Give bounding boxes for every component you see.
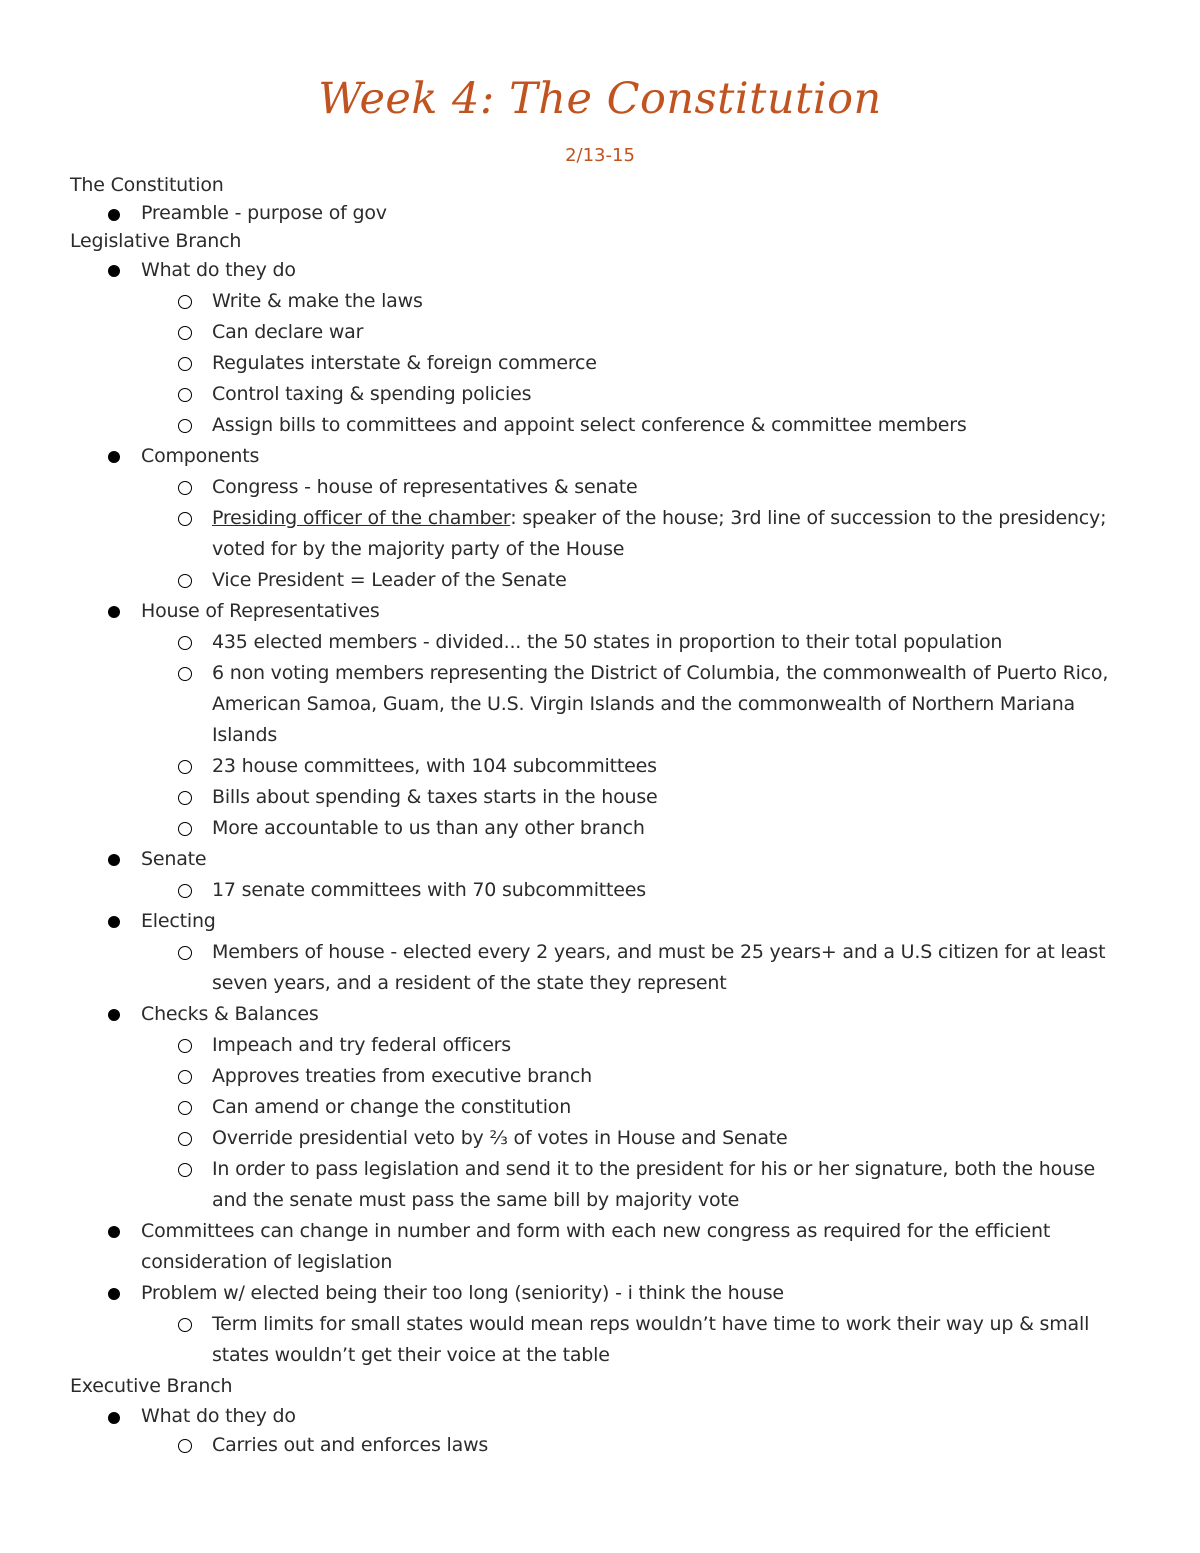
sub-bullet-item: Members of house - elected every 2 years, and must be 25 years+ and a U.S citizen for at least seven years, and a resident of the state they represent — [0, 937, 1200, 999]
bullet-item: Problem w/ elected being their too long (seniority) - i think the house — [0, 1278, 1200, 1309]
sub-bullet-item: Bills about spending & taxes starts in the house — [0, 782, 1200, 813]
page-date: 2/13-15 — [565, 145, 635, 166]
bullet-item: What do they do — [0, 255, 1200, 286]
sub-bullet-item: Congress - house of representatives & senate — [0, 472, 1200, 503]
bullet-item: What do they do — [0, 1402, 1200, 1430]
sub-bullet-item: Term limits for small states would mean reps wouldn’t have time to work their way up & small states wouldn’t get their voice at the table — [0, 1309, 1200, 1371]
sub-bullet-item: More accountable to us than any other branch — [0, 813, 1200, 844]
underlined-term: Presiding officer of the chamber — [212, 507, 511, 529]
sub-bullet-item: Override presidential veto by ⅔ of votes in House and Senate — [0, 1123, 1200, 1154]
section-heading: The Constitution — [70, 174, 224, 196]
page-title: Week 4: The Constitution — [318, 74, 882, 124]
bullet-item: Preamble - purpose of gov — [0, 199, 1200, 227]
bullet-item: Senate — [0, 844, 1200, 875]
sub-bullet-item: 23 house committees, with 104 subcommittees — [0, 751, 1200, 782]
notes-body — [0, 171, 1200, 1461]
sub-bullet-item: 435 elected members - divided... the 50 states in proportion to their total population — [0, 627, 1200, 658]
bullet-item: Electing — [0, 906, 1200, 937]
sub-bullet-item: Impeach and try federal officers — [0, 1030, 1200, 1061]
sub-bullet-item: Carries out and enforces laws — [0, 1430, 1200, 1461]
sub-bullet-item: 6 non voting members representing the District of Columbia, the commonwealth of Puerto Rico, American Samoa, Guam, the U.S. Virgin Islands and the commonwealth of Northern Mariana Islands — [0, 658, 1200, 751]
sub-bullet-item: Write & make the laws — [0, 286, 1200, 317]
sub-bullet-item: Approves treaties from executive branch — [0, 1061, 1200, 1092]
sub-bullet-item: Assign bills to committees and appoint select conference & committee members — [0, 410, 1200, 441]
bullet-item: Components — [0, 441, 1200, 472]
sub-bullet-item: Control taxing & spending policies — [0, 379, 1200, 410]
sub-bullet-item: Regulates interstate & foreign commerce — [0, 348, 1200, 379]
sub-bullet-item: Presiding officer of the chamber: speaker of the house; 3rd line of succession to the presidency; voted for by the majority party of the House — [0, 503, 1200, 565]
sub-bullet-item: Vice President = Leader of the Senate — [0, 565, 1200, 596]
bullet-item: House of Representatives — [0, 596, 1200, 627]
sub-bullet-item: Can declare war — [0, 317, 1200, 348]
sub-bullet-item: Can amend or change the constitution — [0, 1092, 1200, 1123]
sub-bullet-item: 17 senate committees with 70 subcommittees — [0, 875, 1200, 906]
bullet-item: Committees can change in number and form with each new congress as required for the efficient consideration of legislation — [0, 1216, 1200, 1278]
section-heading: Executive Branch — [70, 1375, 233, 1397]
bullet-item: Checks & Balances — [0, 999, 1200, 1030]
section-heading: Legislative Branch — [70, 230, 242, 252]
sub-bullet-item: In order to pass legislation and send it to the president for his or her signature, both the house and the senate must pass the same bill by majority vote — [0, 1154, 1200, 1216]
